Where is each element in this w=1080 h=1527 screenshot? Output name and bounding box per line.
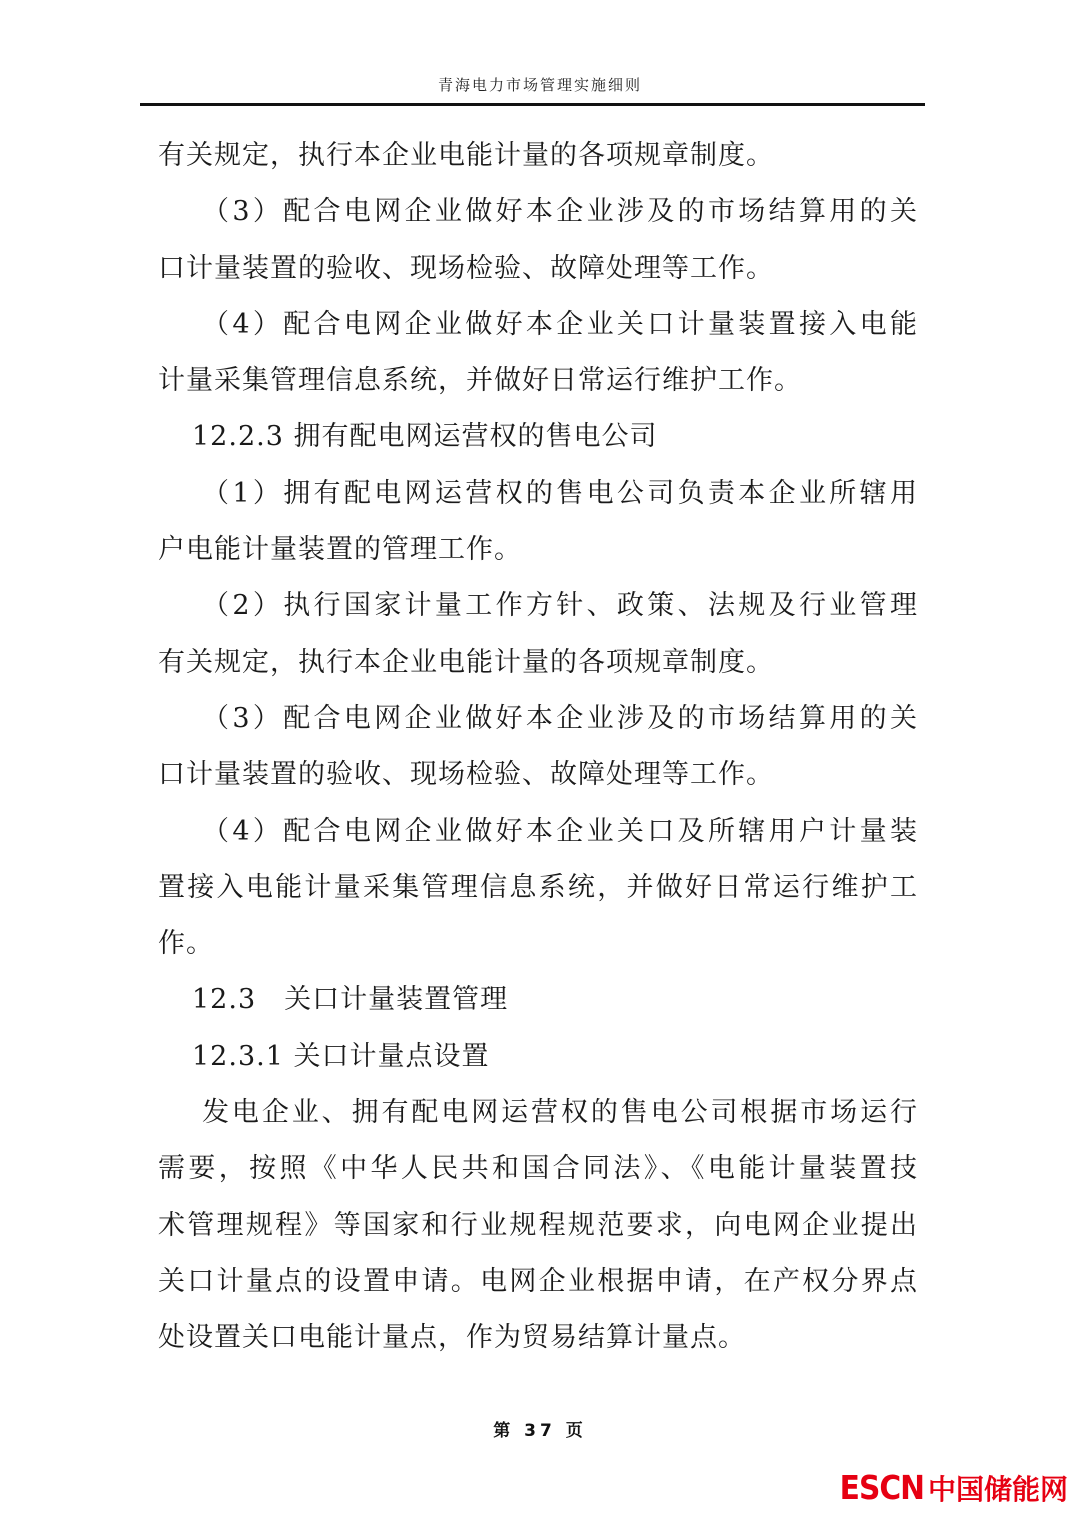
text-line: 作。 [158,928,214,960]
text-line: 12.3.1 关口计量点设置 [192,1040,490,1072]
body-text [158,128,918,1367]
text-line: 12.2.3 拥有配电网运营权的售电公司 [192,421,658,453]
text-line: 有关规定，执行本企业电能计量的各项规章制度。 [158,140,774,171]
text-line: 口计量装置的验收、现场检验、故障处理等工作。 [158,252,774,284]
text-line: （3）配合电网企业做好本企业涉及的市场结算用的关 [202,702,918,734]
text-line: 置接入电能计量采集管理信息系统，并做好日常运行维护工 [158,871,918,903]
page-footer [0,1416,1080,1441]
escn-logo-chinese: 中国储能网 [927,1473,1068,1506]
text-line: 处设置关口电能计量点，作为贸易结算计量点。 [158,1322,746,1354]
text-line: （1）拥有配电网运营权的售电公司负责本企业所辖用 [202,477,918,509]
text-line: 术管理规程》等国家和行业规程规范要求，向电网企业提出 [158,1209,918,1241]
escn-logo-latin: ESCN [839,1468,924,1507]
text-line: 口计量装置的验收、现场检验、故障处理等工作。 [158,759,774,791]
text-line: 12.3 关口计量装置管理 [192,984,509,1016]
text-line: 有关规定，执行本企业电能计量的各项规章制度。 [158,646,774,678]
text-line: （4）配合电网企业做好本企业关口及所辖用户计量装 [202,815,918,847]
text-line: 计量采集管理信息系统，并做好日常运行维护工作。 [158,365,802,397]
text-line: （2）执行国家计量工作方针、政策、法规及行业管理 [202,590,918,622]
text-line: 需要，按照《中华人民共和国合同法》、《电能计量装置技 [158,1153,918,1185]
text-line: （3）配合电网企业做好本企业涉及的市场结算用的关 [202,196,918,228]
text-line: （4）配合电网企业做好本企业关口计量装置接入电能 [202,308,918,340]
text-line: 发电企业、拥有配电网运营权的售电公司根据市场运行 [202,1097,918,1129]
text-line: 关口计量点的设置申请。电网企业根据申请，在产权分界点 [158,1265,918,1297]
header-rule [140,103,925,106]
text-line: 户电能计量装置的管理工作。 [158,534,522,566]
header-title: 青海电力市场管理实施细则 [437,76,642,94]
escn-logo [840,1468,1068,1508]
page-number: 第 37 页 [493,1421,587,1441]
